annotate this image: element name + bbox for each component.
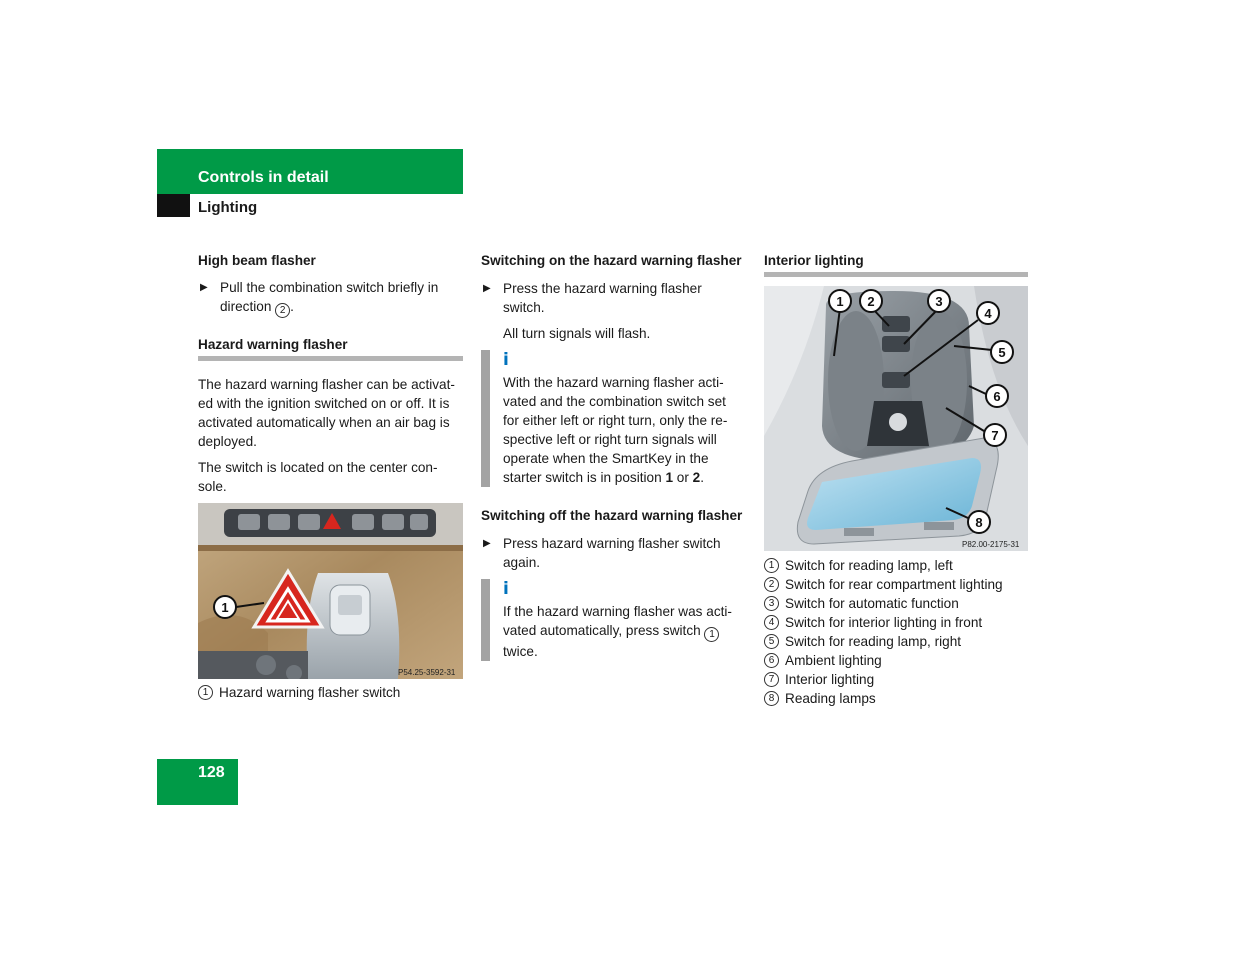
legend-item: 2 Switch for rear compartment lighting bbox=[764, 575, 1028, 594]
switch-off-heading: Switching off the hazard warning flasher bbox=[481, 508, 743, 523]
info-box-2 bbox=[481, 579, 743, 661]
overhead-callout-1: 1 bbox=[836, 294, 844, 309]
switch-off-step: ▶ Press hazard warning flasher switch again. bbox=[483, 536, 721, 570]
overhead-callout-5: 5 bbox=[998, 345, 1006, 360]
console-caption bbox=[198, 683, 463, 702]
hazard-heading: Hazard warning flasher bbox=[198, 336, 463, 361]
info-box-1-text: With the hazard warning flasher acti-vated and the combination switch set for either left or right turn, only the re-spective left or right turn signals will operate when the SmartKey in the starter switch is in position 1 or 2. bbox=[503, 375, 728, 485]
column-right bbox=[764, 252, 1028, 708]
overhead-image-code: P82.00-2175-31 bbox=[962, 540, 1020, 549]
header-black-marker bbox=[157, 194, 190, 217]
legend-item: 8 Reading lamps bbox=[764, 689, 1028, 708]
overhead-callout-2: 2 bbox=[867, 294, 875, 309]
caption-text: Hazard warning flasher switch bbox=[219, 685, 401, 700]
hazard-paragraph-2: The switch is located on the center con-sole. bbox=[198, 460, 438, 494]
page-number: 128 bbox=[198, 764, 225, 781]
center-console-image bbox=[198, 503, 463, 679]
bullet-arrow-icon: ▶ bbox=[483, 538, 491, 549]
console-image-code: P54.25-3592-31 bbox=[398, 668, 456, 677]
legend-item: 4 Switch for interior lighting in front bbox=[764, 613, 1028, 632]
overhead-callout-3: 3 bbox=[935, 294, 943, 309]
callout-number: 1 bbox=[704, 627, 719, 642]
high-beam-heading: High beam flasher bbox=[198, 253, 316, 268]
interior-legend bbox=[764, 556, 1028, 708]
info-icon: i bbox=[503, 579, 509, 599]
column-middle bbox=[481, 252, 743, 661]
high-beam-step: ▶ Pull the combination switch briefly in direction 2 . bbox=[200, 280, 439, 316]
switch-on-step: ▶ Press the hazard warning flasher switch. bbox=[483, 281, 702, 315]
section-title: Controls in detail bbox=[198, 169, 329, 186]
info-box-1 bbox=[481, 350, 743, 487]
hazard-paragraph-1: The hazard warning flasher can be activat-ed with the ignition switched on or off. It is activated automatically when an air bag is deployed. bbox=[198, 377, 455, 449]
subsection-title: Lighting bbox=[198, 199, 258, 216]
switch-on-heading: Switching on the hazard warning flasher bbox=[481, 253, 742, 268]
center-console-illustration bbox=[198, 503, 463, 679]
legend-item: 6 Ambient lighting bbox=[764, 651, 1028, 670]
legend-item: 5 Switch for reading lamp, right bbox=[764, 632, 1028, 651]
console-callout-1: 1 bbox=[221, 600, 229, 615]
interior-lighting-heading: Interior lighting bbox=[764, 252, 1028, 277]
bullet-arrow-icon: ▶ bbox=[483, 283, 491, 294]
legend-item: 1 Switch for reading lamp, left bbox=[764, 556, 1028, 575]
overhead-callout-8: 8 bbox=[975, 515, 983, 530]
callout-number: 2 bbox=[275, 303, 290, 318]
switch-on-result: All turn signals will flash. bbox=[503, 326, 651, 341]
overhead-console-image bbox=[764, 286, 1028, 551]
legend-item: 3 Switch for automatic function bbox=[764, 594, 1028, 613]
info-box-2-text: If the hazard warning flasher was acti-vated automatically, press switch 1 twice. bbox=[503, 604, 732, 659]
info-bar bbox=[481, 579, 490, 661]
bullet-arrow-icon: ▶ bbox=[200, 282, 208, 293]
column-left bbox=[198, 252, 463, 702]
info-bar bbox=[481, 350, 490, 487]
legend-item: 7 Interior lighting bbox=[764, 670, 1028, 689]
caption-number: 1 bbox=[198, 685, 213, 700]
overhead-callout-7: 7 bbox=[991, 428, 999, 443]
overhead-console-illustration bbox=[764, 286, 1028, 551]
overhead-callout-4: 4 bbox=[984, 306, 992, 321]
overhead-callout-6: 6 bbox=[993, 389, 1001, 404]
info-icon: i bbox=[503, 350, 509, 370]
